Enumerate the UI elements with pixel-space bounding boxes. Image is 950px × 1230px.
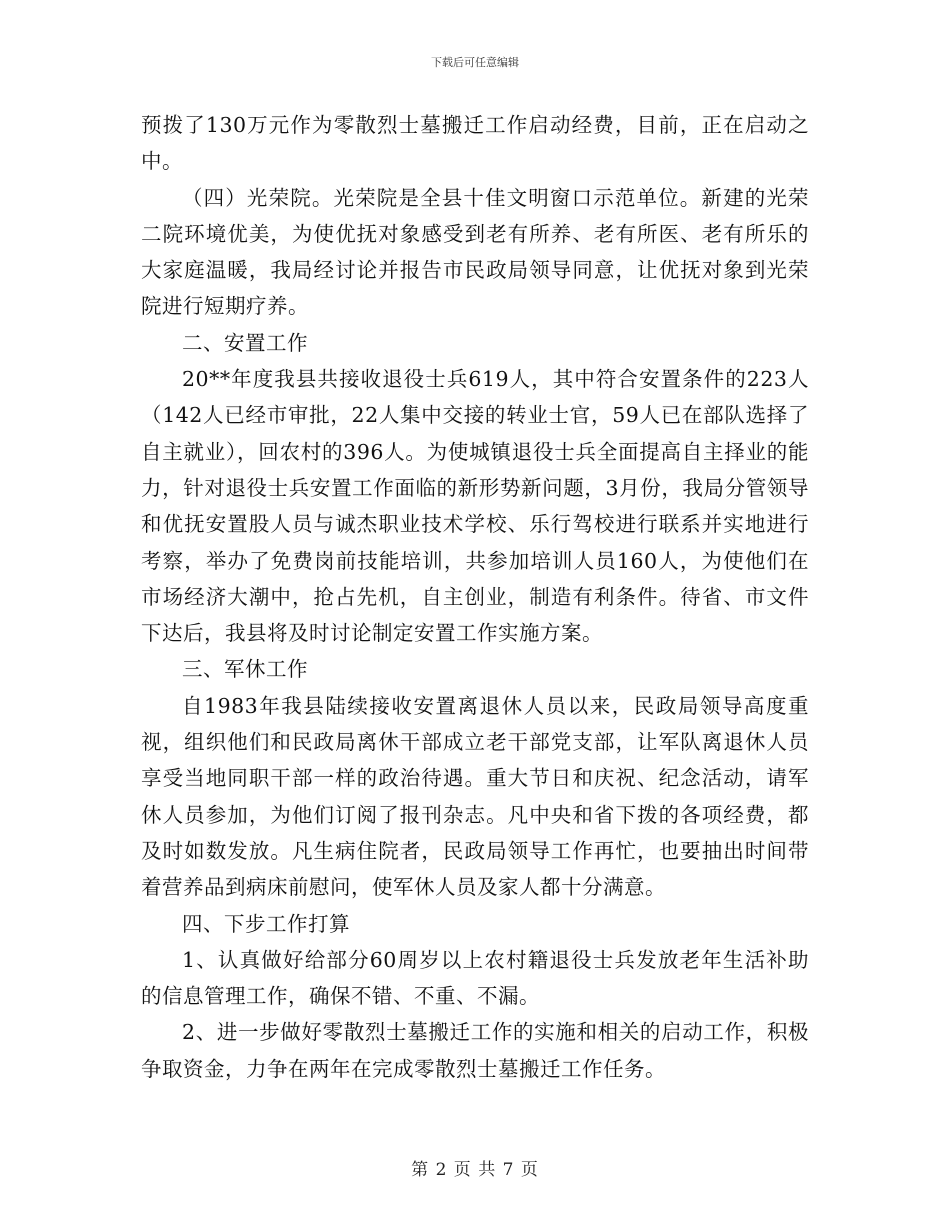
page-footer: 第 2 页 共 7 页: [411, 1160, 539, 1180]
paragraph: （四）光荣院。光荣院是全县十佳文明窗口示范单位。新建的光荣二院环境优美，为使优抚对象感受到老有所养、老有所医、老有所乐的大家庭温暖，我局经讨论并报告市民政局领导同意，让优抚对象到光荣院进行短期疗养。: [141, 185, 809, 319]
section-heading: 三、军休工作: [182, 657, 308, 682]
page-header: 下载后可任意编辑: [431, 56, 519, 69]
paragraph: 预拨了130万元作为零散烈士墓搬迁工作启动经费，目前，正在启动之中。: [141, 113, 809, 174]
paragraph: 自1983年我县陆续接收安置离退休人员以来，民政局领导高度重视，组织他们和民政局离休干部成立老干部党支部，让军队离退休人员享受当地同职干部一样的政治待遇。重大节日和庆祝、纪念活动，请军休人员参加，为他们订阅了报刊杂志。凡中央和省下拨的各项经费，都及时如数发放。凡生病住院者，民政局领导工作再忙，也要抽出时间带着营养品到病床前慰问，使军休人员及家人都十分满意。: [141, 693, 809, 900]
paragraph: 2、进一步做好零散烈士墓搬迁工作的实施和相关的启动工作，积极争取资金，力争在两年在完成零散烈士墓搬迁工作任务。: [141, 1020, 809, 1081]
section-heading: 二、安置工作: [182, 330, 308, 355]
paragraph: 20**年度我县共接收退役士兵619人，其中符合安置条件的223人（142人已经市审批，22人集中交接的转业士官，59人已在部队选择了自主就业），回农村的396人。为使城镇退役士兵全面提高自主择业的能力，针对退役士兵安置工作面临的新形势新问题，3月份，我局分管领导和优抚安置股人员与诚杰职业技术学校、乐行驾校进行联系并实地进行考察，举办了免费岗前技能培训，共参加培训人员160人，为使他们在市场经济大潮中，抢占先机，自主创业，制造有利条件。待省、市文件下达后，我县将及时讨论制定安置工作实施方案。: [141, 367, 809, 646]
document-body: [141, 107, 809, 1087]
paragraph: 1、认真做好给部分60周岁以上农村籍退役士兵发放老年生活补助的信息管理工作，确保不错、不重、不漏。: [141, 947, 809, 1009]
section-heading: 四、下步工作打算: [182, 911, 350, 936]
